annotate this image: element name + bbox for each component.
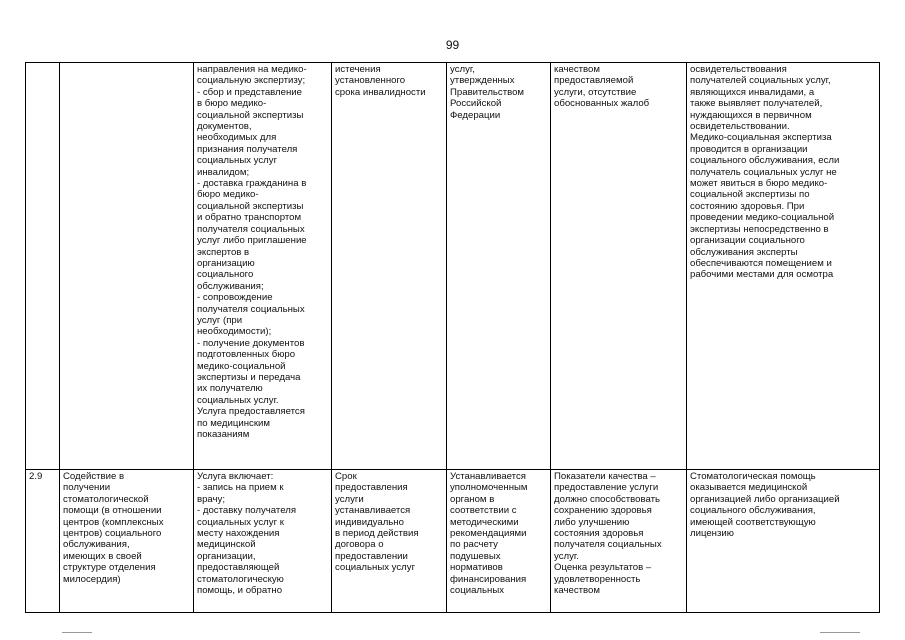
page-number: 99: [445, 38, 460, 52]
cell-notes: Стоматологическая помощь оказывается медицинской организацией либо организацией социального обслуживания, имеющей соответствующую лицензию: [687, 470, 880, 613]
cell-service-name: [60, 63, 194, 470]
cell-notes: освидетельствования получателей социальных услуг, являющихся инвалидами, а также выявляет получателей, нуждающихся в первичном освидетельствовании. Медико-социальная экспертиза проводится в организации социального обслуживания, если получатель социальных услуг не может явиться в бюро медико- социальной экспертизы по состоянию здоровья. При проведении медико-социальной экспертизы непосредственно в организации социального обслуживания эксперты обеспечиваются помещением и рабочими местами для осмотра: [687, 63, 880, 470]
table-row: [26, 470, 880, 613]
table-row: [26, 63, 880, 470]
scan-edge-line: [820, 632, 860, 633]
cell-number: 2.9: [26, 470, 60, 613]
cell-service-term: истечения установленного срока инвалидности: [332, 63, 447, 470]
cell-service-content: Услуга включает: - запись на прием к врачу; - доставку получателя социальных услуг к месту нахождения медицинской организации, предоставляющей стоматологическую помощь, и обратно: [194, 470, 332, 613]
cell-service-content: направления на медико- социальную экспертизу; - сбор и представление в бюро медико- социальной экспертизы документов, необходимых для признания получателя социальных услуг инвалидом; - доставка гражданина в бюро медико- социальной экспертизы и обратно транспортом получателя социальных услуг либо приглашение экспертов в организацию социального обслуживания; - сопровождение получателя социальных услуг (при необходимости); - получение документов подготовленных бюро медико-социальной экспертизы и передача их получателю социальных услуг. Услуга предоставляется по медицинским показаниям: [194, 63, 332, 470]
cell-service-name: Содействие в получении стоматологической помощи (в отношении центров (комплексных центров) социального обслуживания, имеющих в своей структуре отделения милосердия): [60, 470, 194, 613]
services-table: [25, 62, 880, 613]
cell-service-norm: Устанавливается уполномоченным органом в соответствии с методическими рекомендациями по расчету подушевых нормативов финансирования социальных: [447, 470, 551, 613]
cell-quality-indicators: качеством предоставляемой услуги, отсутствие обоснованных жалоб: [551, 63, 687, 470]
cell-service-norm: услуг, утвержденных Правительством Российской Федерации: [447, 63, 551, 470]
cell-quality-indicators: Показатели качества – предоставление услуги должно способствовать сохранению здоровья либо улучшению состояния здоровья получателя социальных услуг. Оценка результатов – удовлетворенность качеством: [551, 470, 687, 613]
scan-edge-line: [62, 632, 92, 633]
cell-service-term: Срок предоставления услуги устанавливается индивидуально в период действия договора о предоставлении социальных услуг: [332, 470, 447, 613]
cell-number: [26, 63, 60, 470]
